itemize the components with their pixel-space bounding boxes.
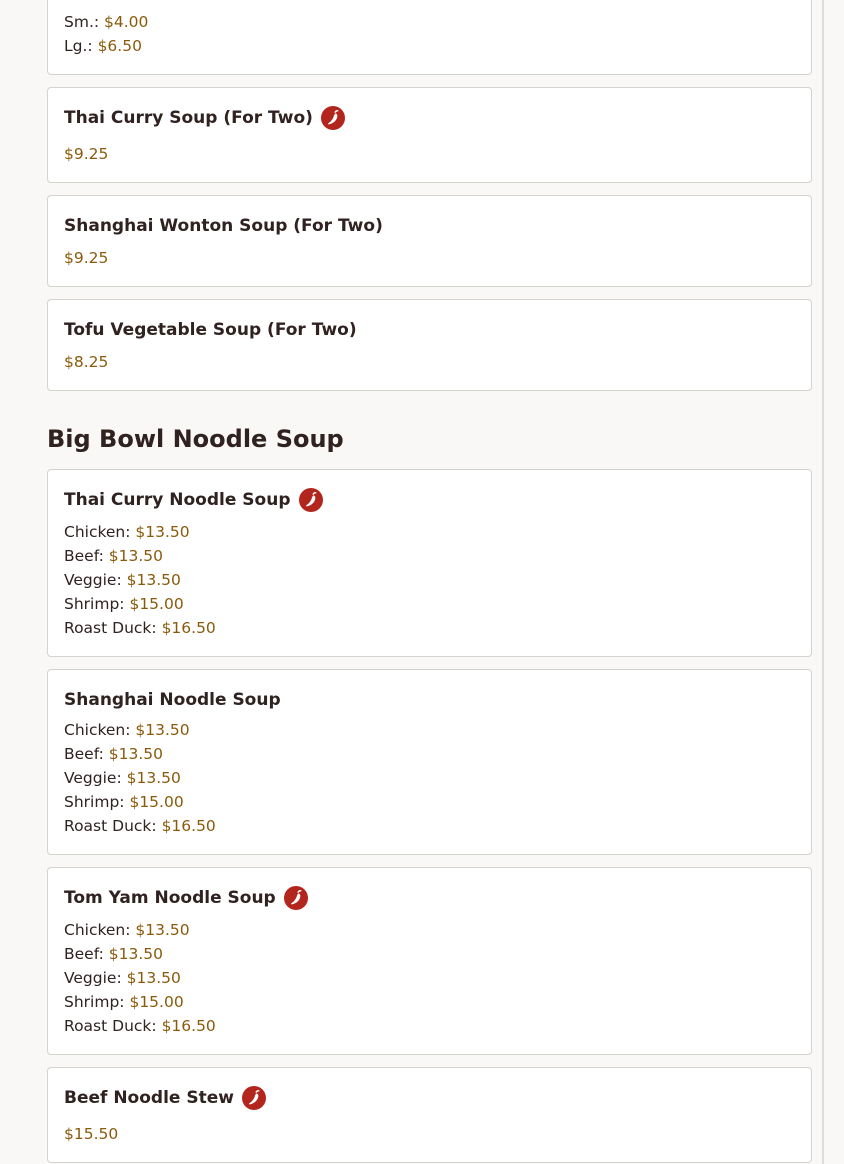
price-option-value: $13.50: [126, 769, 181, 787]
menu-item-prices: [64, 520, 795, 656]
menu-item-prices: [64, 10, 795, 74]
price-option-label: Beef:: [64, 745, 104, 763]
price-option-label: Sm.:: [64, 13, 100, 31]
menu-item-prices: [64, 718, 795, 854]
price-option-label: Roast Duck:: [64, 1017, 157, 1035]
price-option-value: $4.00: [104, 13, 149, 31]
price-option-label: Veggie:: [64, 769, 122, 787]
chili-pepper-icon: [284, 886, 308, 910]
price-option-label: Veggie:: [64, 571, 122, 589]
menu-content: [47, 0, 812, 1164]
chili-pepper-icon: [321, 106, 345, 130]
price-option-label: Roast Duck:: [64, 817, 157, 835]
menu-item-header: [64, 486, 795, 514]
menu-item-price: $9.25: [64, 249, 109, 267]
menu-item-card[interactable]: [47, 87, 812, 183]
menu-item-price: $9.25: [64, 145, 109, 163]
price-option-value: $16.50: [161, 817, 216, 835]
menu-item-card[interactable]: [47, 669, 812, 855]
price-option: [64, 616, 795, 640]
price-option: [64, 766, 795, 790]
price-option-value: $13.50: [108, 745, 164, 763]
menu-item-price: $8.25: [64, 353, 109, 371]
price-option-value: $6.50: [97, 37, 142, 55]
price-option-value: $13.50: [135, 523, 190, 541]
price-option: [64, 520, 795, 544]
menu-item-name: Tom Yam Noodle Soup: [64, 888, 276, 908]
price-option: [64, 814, 795, 838]
menu-item-name: Beef Noodle Stew: [64, 1088, 234, 1108]
price-option-label: Lg.:: [64, 37, 93, 55]
price-option-label: Chicken:: [64, 523, 131, 541]
price-option: [64, 942, 795, 966]
menu-item-name: Shanghai Noodle Soup: [64, 690, 281, 710]
price-option: [64, 966, 795, 990]
menu-item-card[interactable]: [47, 0, 812, 75]
menu-section: [47, 0, 812, 391]
price-option-label: Beef:: [64, 945, 104, 963]
menu-item-name: Thai Curry Soup (For Two): [64, 108, 313, 128]
menu-item-header: [64, 104, 795, 132]
price-option-value: $13.50: [135, 921, 190, 939]
menu-item-prices: [64, 142, 795, 182]
menu-item-name: Thai Curry Noodle Soup: [64, 490, 291, 510]
price-option-value: $13.50: [126, 969, 181, 987]
price-option: [64, 918, 795, 942]
price-option: [64, 34, 795, 58]
price-option-label: Chicken:: [64, 921, 131, 939]
menu-item-header: [64, 686, 795, 714]
chili-pepper-icon: [242, 1086, 266, 1110]
price-option: [64, 544, 795, 568]
price-option: [64, 990, 795, 1014]
price-option-value: $13.50: [126, 571, 181, 589]
chili-pepper-icon: [299, 488, 323, 512]
menu-item-prices: [64, 1122, 795, 1162]
menu-item-card[interactable]: [47, 195, 812, 287]
price-option: [64, 718, 795, 742]
menu-item-card[interactable]: [47, 469, 812, 657]
menu-item-price: $15.50: [64, 1125, 119, 1143]
page-right-border: [822, 0, 824, 1164]
price-option-value: $16.50: [161, 619, 216, 637]
price-option: [64, 790, 795, 814]
price-option-value: $15.00: [129, 595, 184, 613]
price-option-value: $13.50: [135, 721, 190, 739]
menu-item-name: Shanghai Wonton Soup (For Two): [64, 216, 383, 236]
price-option-label: Roast Duck:: [64, 619, 157, 637]
menu-item-prices: [64, 350, 795, 390]
menu-item-card[interactable]: [47, 867, 812, 1055]
menu-item-prices: [64, 246, 795, 286]
price-option: [64, 10, 795, 34]
menu-item-name: Tofu Vegetable Soup (For Two): [64, 320, 357, 340]
price-option-label: Shrimp:: [64, 993, 125, 1011]
price-option-label: Beef:: [64, 547, 104, 565]
menu-item-header: [64, 212, 795, 240]
menu-item-card[interactable]: [47, 299, 812, 391]
price-option: [64, 1014, 795, 1038]
menu-section: [47, 423, 812, 1163]
price-option-label: Shrimp:: [64, 793, 125, 811]
price-option-label: Chicken:: [64, 721, 131, 739]
menu-item-prices: [64, 918, 795, 1054]
price-option: [64, 592, 795, 616]
price-option-value: $13.50: [108, 945, 164, 963]
price-option-value: $16.50: [161, 1017, 216, 1035]
menu-item-header: [64, 316, 795, 344]
price-option-label: Veggie:: [64, 969, 122, 987]
menu-item-card[interactable]: [47, 1067, 812, 1163]
menu-item-header: [64, 1084, 795, 1112]
price-option: [64, 568, 795, 592]
price-option-value: $15.00: [129, 993, 184, 1011]
price-option-value: $13.50: [108, 547, 164, 565]
price-option-label: Shrimp:: [64, 595, 125, 613]
menu-item-header: [64, 884, 795, 912]
price-option: [64, 742, 795, 766]
price-option-value: $15.00: [129, 793, 184, 811]
section-heading: Big Bowl Noodle Soup: [47, 425, 344, 453]
